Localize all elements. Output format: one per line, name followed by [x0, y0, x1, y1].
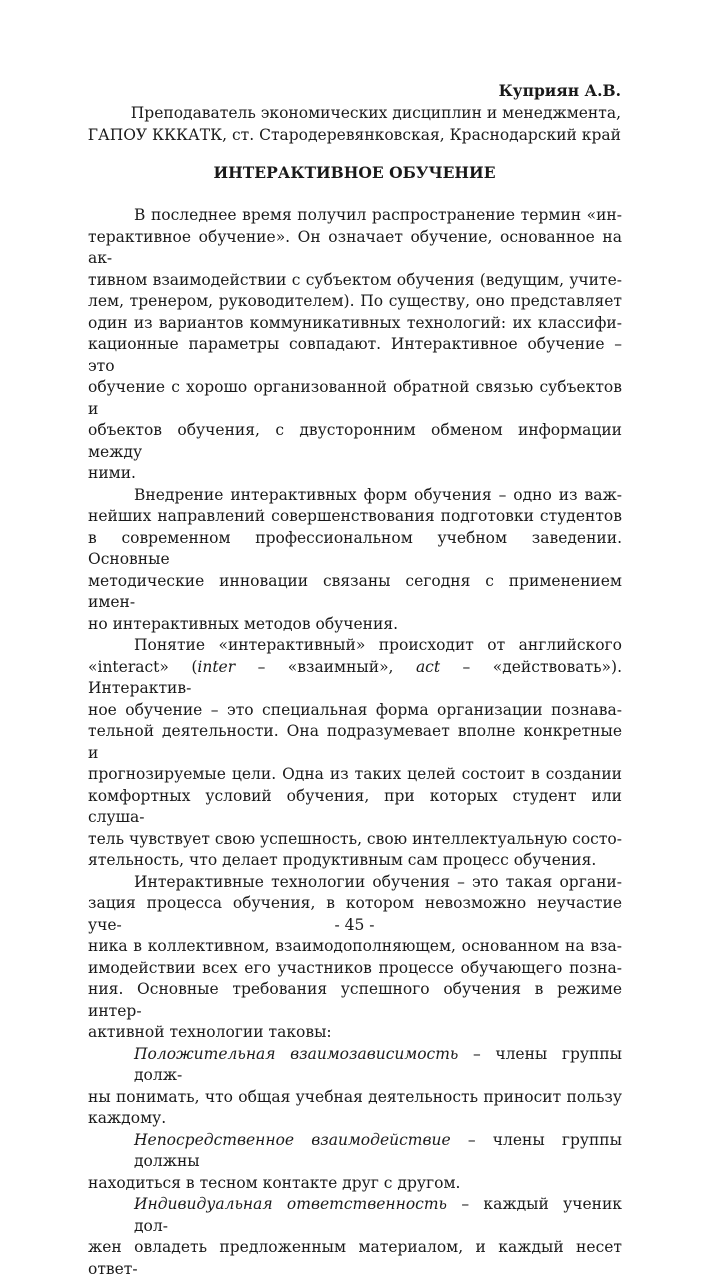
text-line: Индивидуальная ответственность – каждый ученик дол- — [134, 1195, 622, 1235]
page-number: - 45 - — [334, 916, 375, 934]
text-line: лем, тренером, руководителем). По существу, оно представляет — [88, 292, 622, 310]
text-line: но интерактивных методов обучения. — [88, 614, 399, 633]
text-line: комфортных условий обучения, при которых студент или слуша- — [88, 786, 622, 826]
text-line: ятельность, что делает продуктивным сам процесс обучения. — [88, 851, 597, 869]
text-line: обучение с хорошо организованной обратной связью субъектов и — [88, 378, 622, 418]
text-line: ны понимать, что общая учебная деятельность приносит пользу — [88, 1087, 622, 1106]
text-line: методические инновации связаны сегодня с применением имен- — [88, 571, 622, 611]
text-line: каждому. — [88, 1109, 167, 1127]
text-line: жен овладеть предложенным материалом, и каждый несет ответ- — [88, 1238, 622, 1278]
text-line: тель чувствует свою успешность, свою интеллектуальную состо- — [88, 829, 622, 848]
author-name: Куприян А.В. — [498, 81, 621, 100]
text-line: объектов обучения, с двусторонним обменом информации между — [88, 421, 622, 461]
text-line: Положительная взаимозависимость – члены группы долж- — [134, 1044, 622, 1084]
italic-term: Индивидуальная ответственность — [134, 1195, 447, 1213]
text-line: активной технологии таковы: — [88, 1023, 332, 1041]
author-position: Преподаватель экономических дисциплин и менеджмента, — [130, 104, 621, 122]
text-line: Внедрение интерактивных форм обучения – одно из важ- — [134, 485, 622, 504]
text-line: находиться в тесном контакте друг с другом. — [88, 1173, 461, 1192]
text-line: в современном профессиональном учебном заведении. Основные — [88, 528, 622, 568]
text-line: терактивное обучение». Он означает обучение, основанное на ак- — [88, 227, 622, 267]
author-block — [88, 80, 621, 146]
text-line: ное обучение – это специальная форма организации познава- — [88, 700, 622, 719]
text-line: ника в коллективном, взаимодополняющем, основанном на вза- — [88, 937, 622, 955]
article-title: ИНТЕРАКТИВНОЕ ОБУЧЕНИЕ — [213, 163, 496, 182]
text-line: В последнее время получил распространение термин «ин- — [134, 206, 622, 224]
article-body — [88, 205, 622, 1280]
text-line: нейших направлений совершенствования подготовки студентов — [88, 507, 622, 525]
text-line: Интерактивные технологии обучения – это такая органи- — [134, 872, 622, 891]
italic-term: Положительная взаимозависимость — [134, 1044, 459, 1063]
text-line: имодействии всех его участников процессе обучающего позна- — [88, 958, 622, 977]
italic-term: act — [415, 657, 441, 676]
text-line: тельной деятельности. Она подразумевает вполне конкретные и — [88, 722, 622, 762]
text-line: Непосредственное взаимодействие – члены группы должны — [134, 1130, 622, 1170]
text-line: прогнозируемые цели. Одна из таких целей состоит в создании — [88, 765, 622, 783]
italic-term: Непосредственное взаимодействие — [134, 1130, 451, 1149]
text-line: ния. Основные требования успешного обучения в режиме интер- — [88, 980, 622, 1020]
text-line: кационные параметры совпадают. Интерактивное обучение – это — [88, 335, 622, 375]
text-line: тивном взаимодействии с субъектом обучения (ведущим, учите- — [88, 270, 622, 289]
text-line: один из вариантов коммуникативных технологий: их классифи- — [88, 313, 622, 332]
text-line: «interact» (inter – «взаимный», act – «действовать»). Интерактив- — [88, 657, 623, 697]
author-affiliation: ГАПОУ КККАТК, ст. Стародеревянковская, Краснодарский край — [87, 126, 621, 144]
text-line: ними. — [88, 464, 136, 482]
text-line: Понятие «интерактивный» происходит от английского — [134, 636, 622, 654]
italic-term: inter — [197, 657, 236, 676]
text-line: зация процесса обучения, в котором невозможно неучастие уче- — [88, 894, 622, 934]
